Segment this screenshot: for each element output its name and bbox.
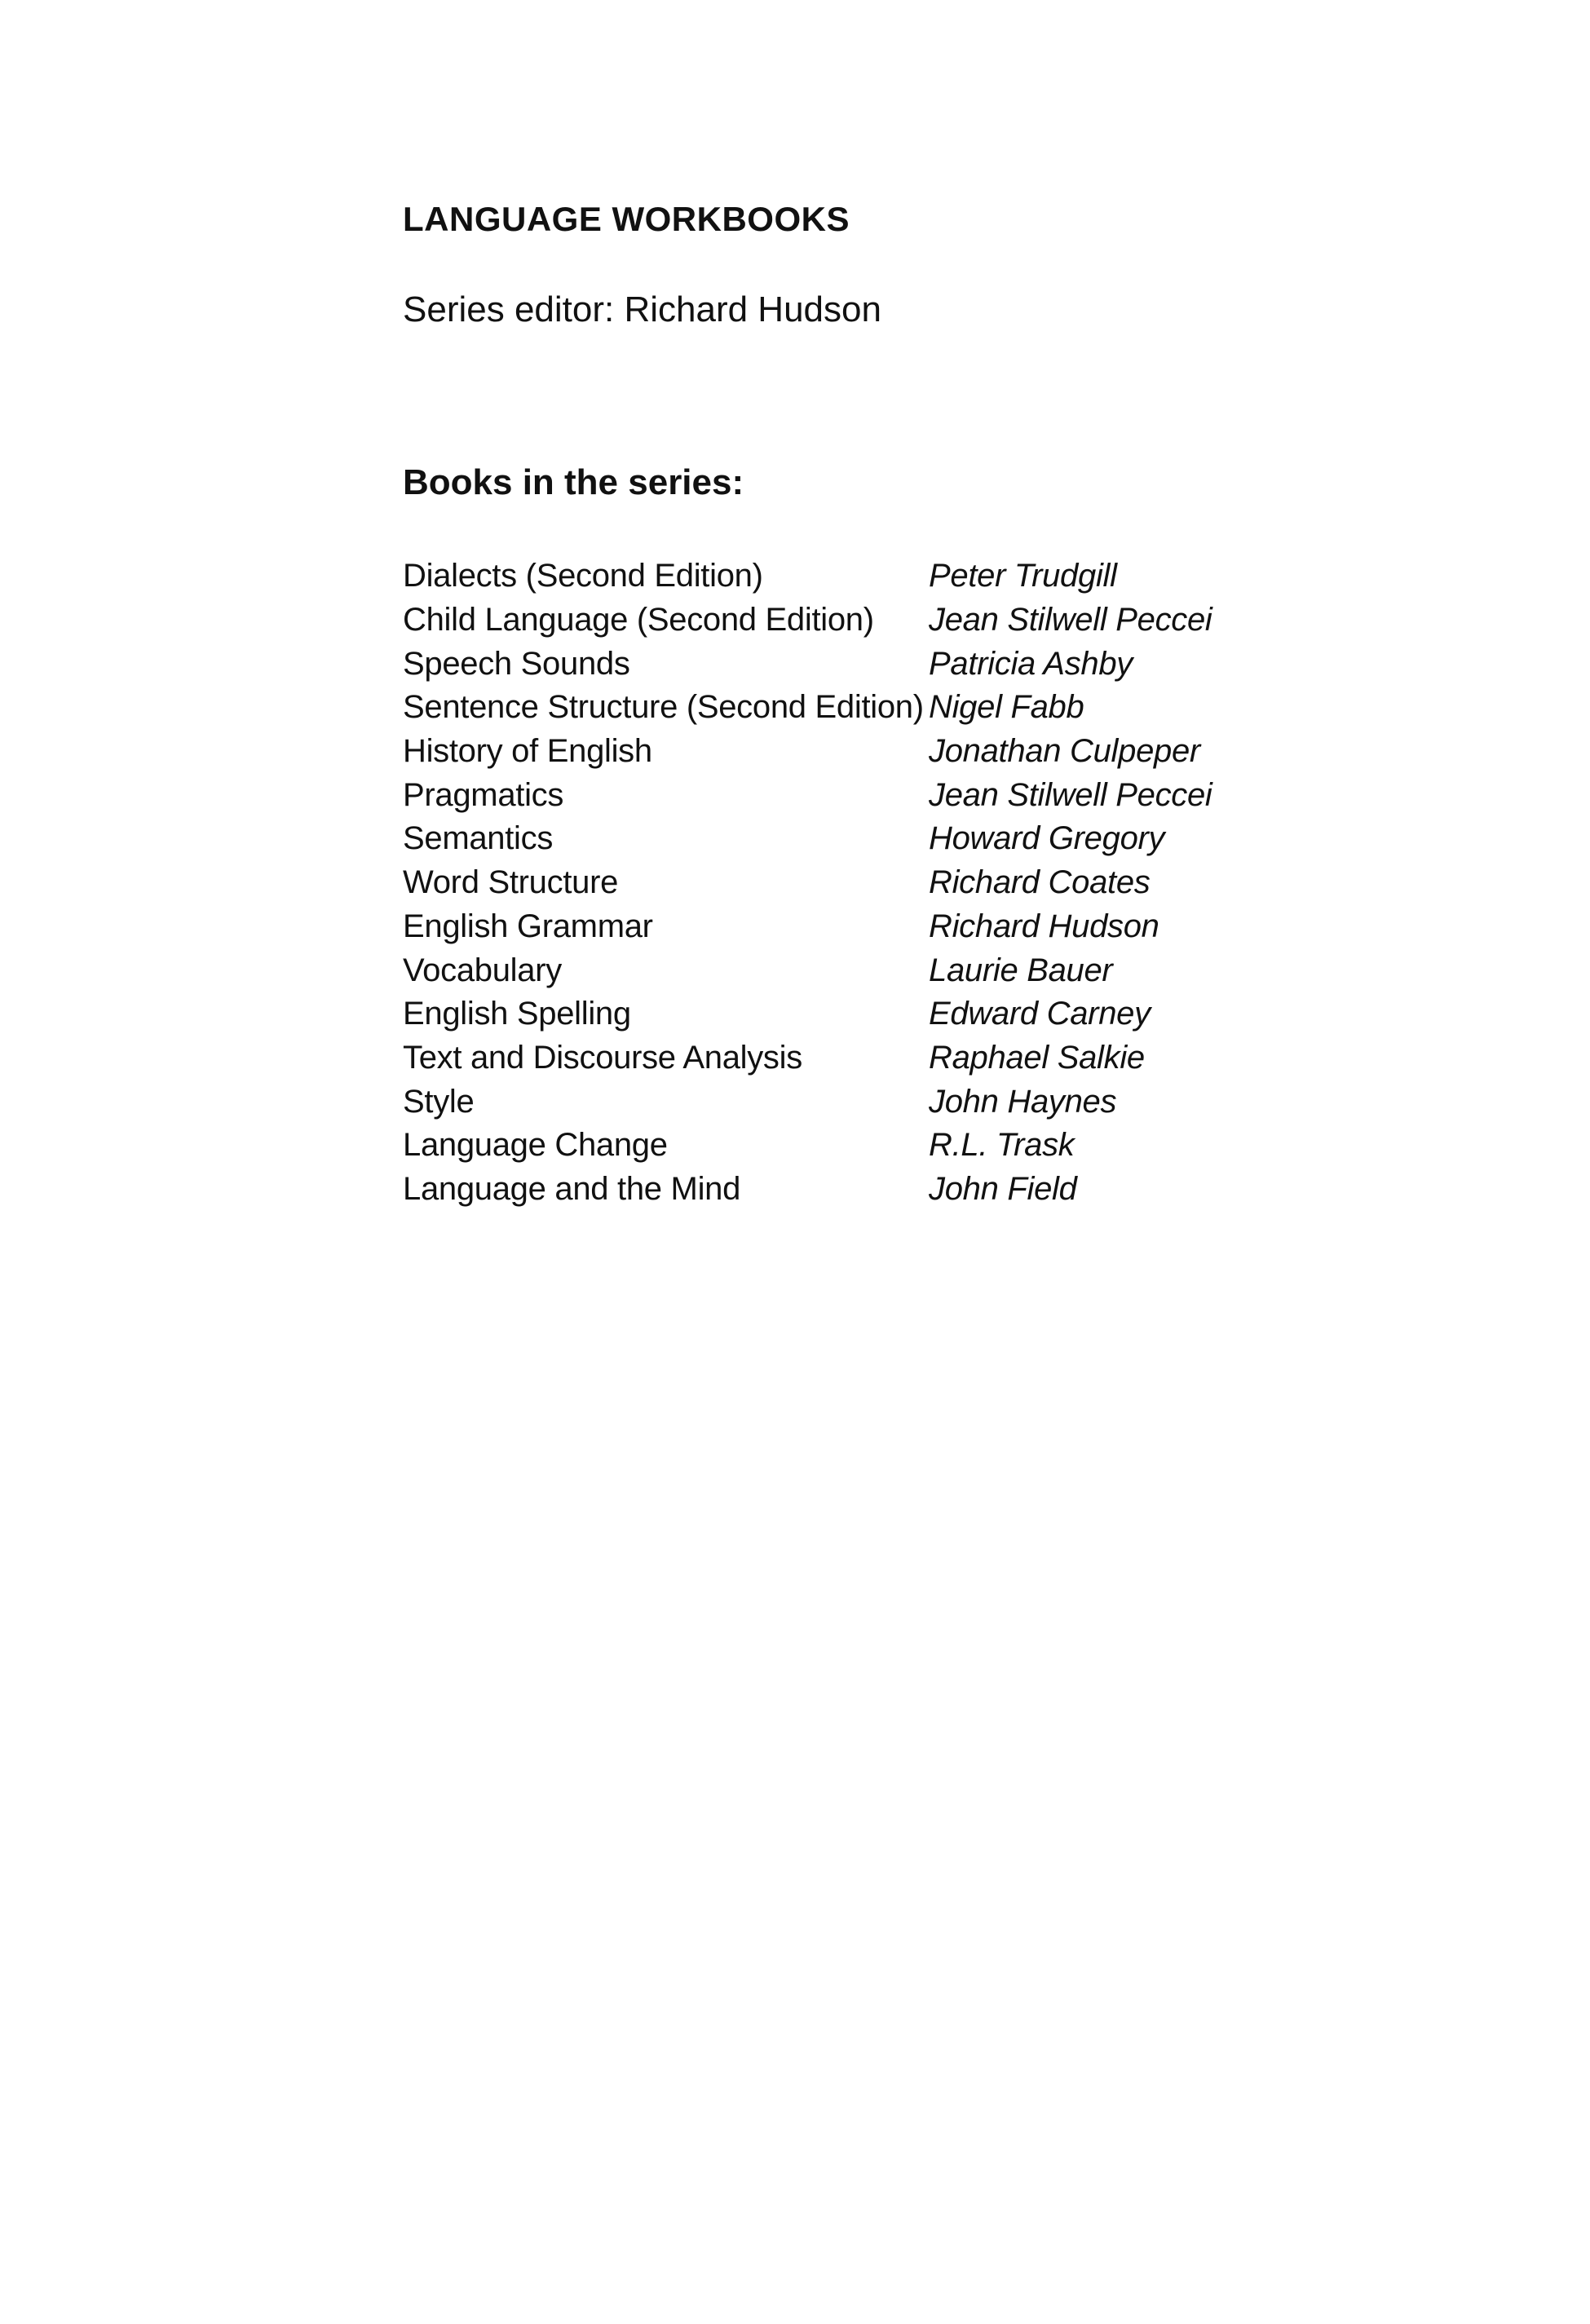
book-author: Jonathan Culpeper	[929, 733, 1200, 770]
book-title: Language Change	[403, 1127, 668, 1164]
book-list-item	[403, 1168, 1300, 1212]
book-author: John Field	[929, 1170, 1077, 1207]
book-author: R.L. Trask	[929, 1127, 1075, 1164]
book-title: English Grammar	[403, 908, 653, 944]
book-author: Patricia Ashby	[929, 645, 1133, 682]
book-title: Word Structure	[403, 864, 619, 901]
book-title: Dialects (Second Edition)	[403, 558, 763, 594]
book-list-item	[403, 599, 1300, 643]
book-title: Pragmatics	[403, 776, 564, 813]
book-author: Peter Trudgill	[929, 558, 1117, 594]
book-author: Jean Stilwell Peccei	[929, 602, 1212, 638]
book-author: Jean Stilwell Peccei	[929, 776, 1212, 813]
book-author: Richard Hudson	[929, 908, 1159, 944]
book-title: Text and Discourse Analysis	[403, 1039, 802, 1076]
book-title: Speech Sounds	[403, 645, 630, 682]
series-editor: Series editor: Richard Hudson	[403, 289, 881, 329]
book-list-item	[403, 686, 1300, 730]
book-list-item	[403, 1080, 1300, 1124]
book-list-item	[403, 1124, 1300, 1168]
book-title: History of English	[403, 733, 652, 770]
book-list-item	[403, 817, 1300, 861]
book-list-item	[403, 992, 1300, 1036]
book-title: Style	[403, 1083, 475, 1120]
book-author: Edward Carney	[929, 996, 1151, 1032]
book-title: Vocabulary	[403, 952, 562, 988]
book-title: Language and the Mind	[403, 1170, 741, 1207]
book-list-item	[403, 861, 1300, 905]
book-list-item	[403, 642, 1300, 686]
books-heading: Books in the series:	[403, 462, 744, 502]
book-list-item	[403, 773, 1300, 817]
book-title: Sentence Structure (Second Edition)	[403, 689, 924, 726]
book-author: Nigel Fabb	[929, 689, 1084, 726]
book-list-item	[403, 554, 1300, 599]
book-list-item	[403, 948, 1300, 992]
book-list	[403, 554, 1300, 1211]
book-author: Howard Gregory	[929, 820, 1165, 857]
book-list-item	[403, 1036, 1300, 1080]
book-author: Raphael Salkie	[929, 1039, 1145, 1076]
book-title: English Spelling	[403, 996, 631, 1032]
series-title: LANGUAGE WORKBOOKS	[403, 200, 850, 238]
book-title: Semantics	[403, 820, 554, 857]
book-list-item	[403, 730, 1300, 774]
book-author: John Haynes	[929, 1083, 1117, 1120]
book-author: Richard Coates	[929, 864, 1151, 901]
book-author: Laurie Bauer	[929, 952, 1113, 988]
book-list-item	[403, 905, 1300, 949]
book-title: Child Language (Second Edition)	[403, 602, 874, 638]
